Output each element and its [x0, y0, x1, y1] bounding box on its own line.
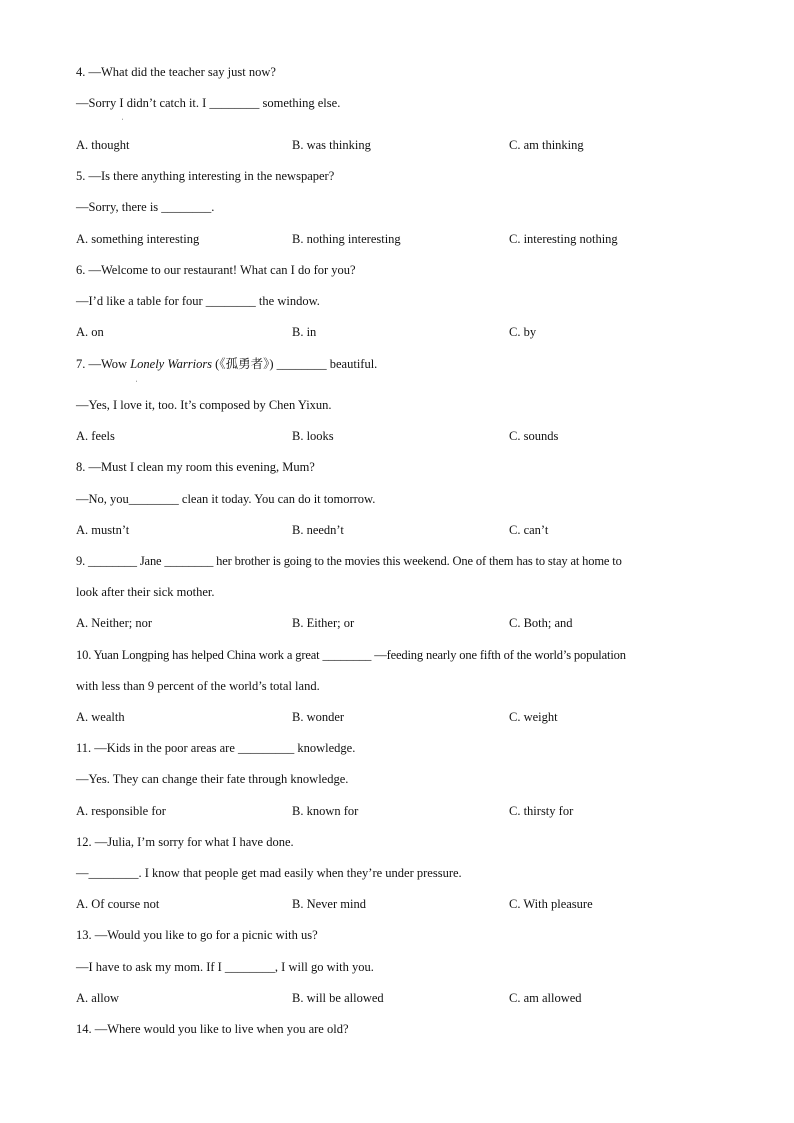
q12-option-a: A. Of course not: [76, 897, 160, 911]
q9-stem-continued: look after their sick mother.: [76, 585, 215, 599]
q13-option-a: A. allow: [76, 991, 120, 1005]
q11-answer-line: —Yes. They can change their fate through knowledge.: [76, 772, 349, 786]
q5-stem: 5. —Is there anything interesting in the newspaper?: [76, 169, 335, 183]
q5-option-a: A. something interesting: [76, 232, 200, 246]
q8-option-a: A. mustn’t: [76, 523, 130, 537]
q10-option-b: B. wonder: [292, 710, 345, 724]
q6-answer-line: —I’d like a table for four ________ the window.: [76, 294, 320, 308]
q13-option-c: C. am allowed: [509, 991, 582, 1005]
q4-answer-line: —Sorry I didn’t catch it. I ________ something else.: [76, 96, 341, 110]
q11-option-c: C. thirsty for: [509, 804, 574, 818]
q4-option-a: A. thought: [76, 138, 130, 152]
punctuation-mark: ˌ: [121, 111, 124, 120]
q7-answer-line: —Yes, I love it, too. It’s composed by Chen Yixun.: [76, 398, 332, 412]
q12-option-b: B. Never mind: [292, 897, 366, 911]
q7-option-a: A. feels: [76, 429, 115, 443]
q12-answer-line: —________. I know that people get mad easily when they’re under pressure.: [76, 866, 462, 880]
q11-option-b: B. known for: [292, 804, 359, 818]
q6-option-a: A. on: [76, 325, 104, 339]
q9-stem: 9. ________ Jane ________ her brother is going to the movies this weekend. One of them has to stay at home to: [76, 554, 622, 568]
q4-stem: 4. —What did the teacher say just now?: [76, 65, 276, 79]
q7-stem: [76, 356, 377, 372]
q13-stem: 13. —Would you like to go for a picnic with us?: [76, 928, 318, 942]
q8-answer-line: —No, you________ clean it today. You can do it tomorrow.: [76, 492, 376, 506]
q7-suffix: (《孤勇者》) ________ beautiful.: [212, 357, 378, 371]
punctuation-mark: ˌ: [135, 373, 138, 382]
q9-option-c: C. Both; and: [509, 616, 573, 630]
q10-option-a: A. wealth: [76, 710, 125, 724]
q6-option-b: B. in: [292, 325, 317, 339]
q5-option-b: B. nothing interesting: [292, 232, 401, 246]
q8-stem: 8. —Must I clean my room this evening, Mum?: [76, 460, 315, 474]
q4-option-b: B. was thinking: [292, 138, 371, 152]
q10-stem-continued: with less than 9 percent of the world’s total land.: [76, 679, 320, 693]
q13-option-b: B. will be allowed: [292, 991, 384, 1005]
q12-option-c: C. With pleasure: [509, 897, 593, 911]
q13-answer-line: —I have to ask my mom. If I ________, I will go with you.: [76, 960, 374, 974]
q11-option-a: A. responsible for: [76, 804, 166, 818]
q7-prefix: 7. —Wow: [76, 357, 131, 371]
q8-option-c: C. can’t: [509, 523, 549, 537]
q9-option-b: B. Either; or: [292, 616, 355, 630]
q7-option-b: B. looks: [292, 429, 334, 443]
q14-stem: 14. —Where would you like to live when you are old?: [76, 1022, 349, 1036]
q7-option-c: C. sounds: [509, 429, 559, 443]
q8-option-b: B. needn’t: [292, 523, 344, 537]
q12-stem: 12. —Julia, I’m sorry for what I have done.: [76, 835, 294, 849]
q4-option-c: C. am thinking: [509, 138, 584, 152]
q6-option-c: C. by: [509, 325, 537, 339]
q10-option-c: C. weight: [509, 710, 558, 724]
q9-option-a: A. Neither; nor: [76, 616, 153, 630]
q10-stem: 10. Yuan Longping has helped China work a great ________ —feeding nearly one fifth of the world’s population: [76, 648, 626, 662]
q6-stem: 6. —Welcome to our restaurant! What can I do for you?: [76, 263, 356, 277]
q5-option-c: C. interesting nothing: [509, 232, 618, 246]
q5-answer-line: —Sorry, there is ________.: [76, 200, 215, 214]
q7-song-title: Lonely Warriors: [130, 357, 213, 371]
q11-stem: 11. —Kids in the poor areas are _________ knowledge.: [76, 741, 356, 755]
